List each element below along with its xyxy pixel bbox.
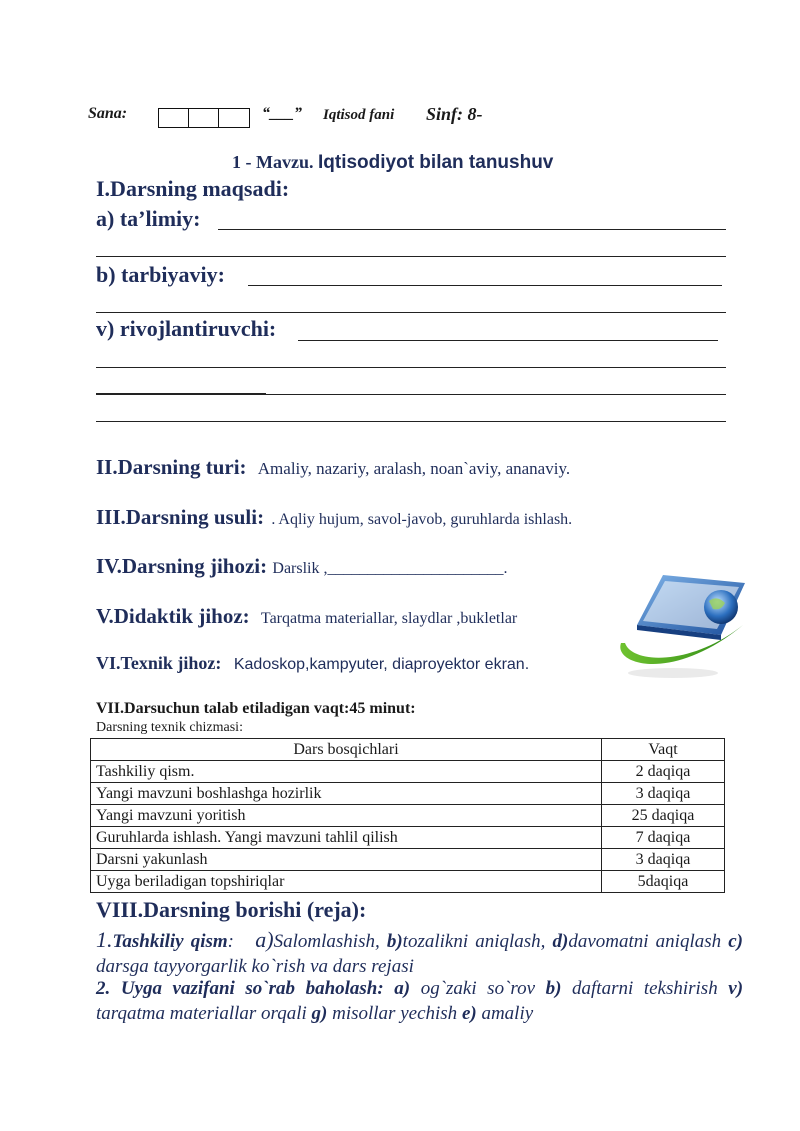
subject-label: Iqtisod fani: [323, 107, 395, 123]
stage-cell: Darsni yakunlash: [91, 849, 602, 871]
table-row: [91, 783, 725, 805]
stage-cell: Yangi mavzuni yoritish: [91, 805, 602, 827]
goal-tarbiyaviy-label: b) tarbiyaviy:: [96, 262, 225, 287]
stage-cell: Guruhlarda ishlash. Yangi mavzuni tahlil qilish: [91, 827, 602, 849]
goal-talimiy-line: [218, 229, 726, 230]
table-row: [91, 827, 725, 849]
flow-step-1: 1.Tashkiliy qism: a)Salomlashish, b)tozalikni aniqlash, d)davomatni aniqlash c) darsga tayyorgarlik ko`rish va dars rejasi: [96, 927, 744, 977]
stage-cell: Yangi mavzuni boshlashga hozirlik: [91, 783, 602, 805]
lesson-type-label: II.Darsning turi:: [96, 455, 247, 479]
time-cell: 3 daqiqa: [602, 849, 725, 871]
time-cell: 7 daqiqa: [602, 827, 725, 849]
topic-prefix: 1 - Mavzu.: [232, 152, 314, 172]
technical-label: VI.Texnik jihoz:: [96, 653, 222, 673]
table-row: [91, 849, 725, 871]
lesson-type-row: [96, 455, 570, 480]
lesson-method-value: . Aqliy hujum, savol-javob, guruhlarda ishlash.: [271, 511, 573, 528]
goal-rivojlantiruvchi-line: [298, 340, 718, 341]
grade-label: Sinf: 8-: [426, 104, 483, 124]
lesson-equipment-row: [96, 554, 508, 579]
didactic-label: V.Didaktik jihoz:: [96, 604, 250, 628]
answer-line-bold: [96, 393, 266, 395]
lesson-time-label: VII.Darsuchun talab etiladigan vaqt:45 minut:: [96, 700, 416, 717]
lesson-equipment-label: IV.Darsning jihozi:: [96, 554, 268, 578]
lesson-method-row: [96, 505, 572, 530]
stage-cell: Uyga beriladigan topshiriqlar: [91, 871, 602, 893]
topic-title: [232, 152, 553, 174]
table-row: [91, 761, 725, 783]
book-globe-icon: [603, 565, 753, 685]
table-row: [91, 871, 725, 893]
table-header-row: [91, 739, 725, 761]
header-time: Vaqt: [602, 739, 725, 761]
step-2-title: 2. Uyga vazifani so`rab baholash:: [96, 978, 384, 999]
step-1-title: Tashkiliy qism: [112, 931, 228, 952]
stage-cell: Tashkiliy qism.: [91, 761, 602, 783]
lesson-type-value: Amaliy, nazariy, aralash, noan`aviy, ananaviy.: [257, 459, 571, 478]
time-cell: 3 daqiqa: [602, 783, 725, 805]
technical-value: Kadoskop,kampyuter, diaproyektor ekran.: [233, 656, 530, 673]
technical-scheme-label: Darsning texnik chizmasi:: [96, 720, 243, 735]
goals-heading: I.Darsning maqsadi:: [96, 176, 290, 201]
answer-line: [96, 367, 726, 368]
didactic-value: Tarqatma materiallar, slaydlar ,bukletlar: [260, 610, 518, 627]
technical-row: [96, 653, 529, 674]
lesson-flow-heading: VIII.Darsning borishi (reja):: [96, 897, 367, 922]
date-boxes: [158, 108, 250, 128]
time-cell: 5daqiqa: [602, 871, 725, 893]
goal-tarbiyaviy-line: [248, 285, 722, 286]
lesson-equipment-value: Darslik ,______________________.: [272, 560, 508, 577]
header-stages: Dars bosqichlari: [91, 739, 602, 761]
lesson-plan-table: [90, 738, 725, 893]
table-row: [91, 805, 725, 827]
answer-line: [96, 421, 726, 422]
day-quote-blank: “___”: [262, 105, 302, 122]
time-cell: 2 daqiqa: [602, 761, 725, 783]
goal-talimiy-label: a) ta’limiy:: [96, 206, 201, 231]
step-1-number: 1.: [96, 927, 113, 952]
answer-line: [96, 312, 726, 313]
flow-step-2: 2. Uyga vazifani so`rab baholash: a) og`zaki so`rov b) daftarni tekshirish v) tarqatma materiallar orqali g) misollar yechish e) amaliy: [96, 978, 744, 1024]
answer-line: [96, 256, 726, 257]
lesson-method-label: III.Darsning usuli:: [96, 505, 265, 529]
time-cell: 25 daqiqa: [602, 805, 725, 827]
goal-rivojlantiruvchi-label: v) rivojlantiruvchi:: [96, 316, 277, 341]
topic-name: Iqtisodiyot bilan tanushuv: [317, 152, 554, 173]
didactic-row: [96, 604, 517, 629]
date-label: Sana:: [88, 105, 128, 122]
